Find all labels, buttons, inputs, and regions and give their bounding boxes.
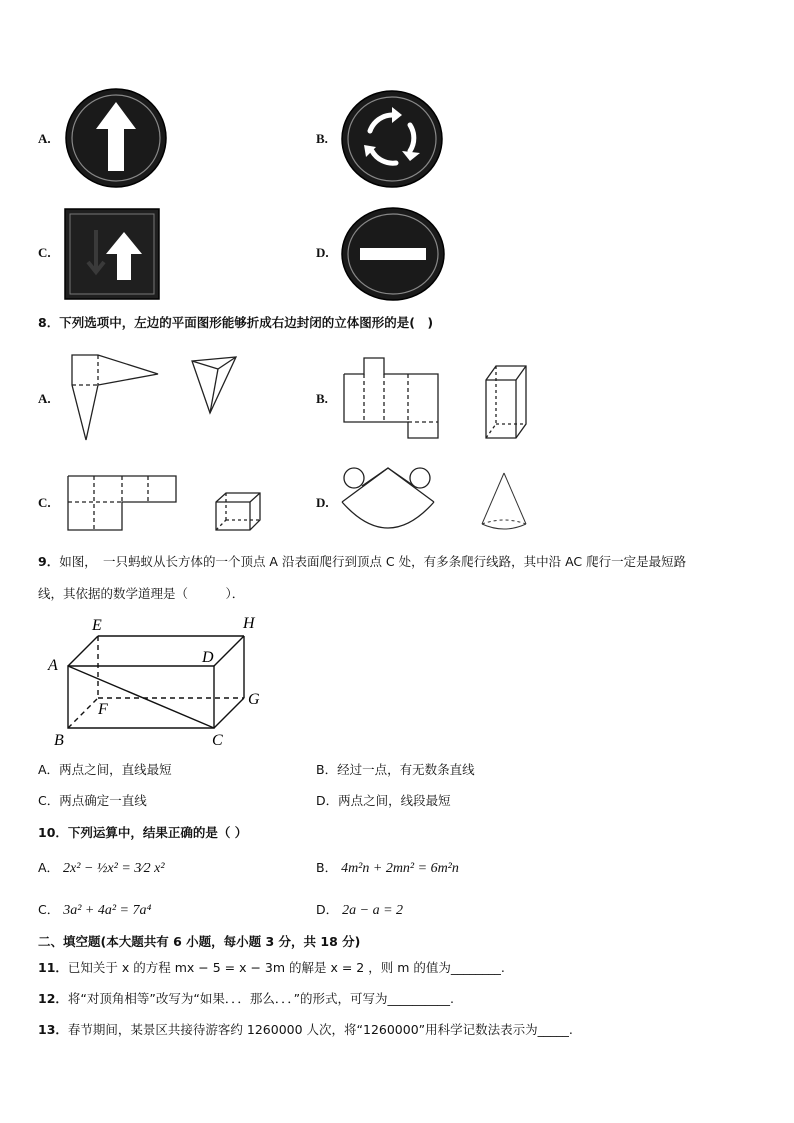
vertex-label-g: G [248, 691, 260, 708]
q8-option-a-label: A. [38, 391, 51, 406]
q8-option-c-label: C. [38, 495, 51, 510]
q9-option-b [316, 760, 475, 778]
q9-option-c-text: 两点确定一直线 [59, 793, 147, 808]
one-way-arrow-sign-icon [64, 208, 160, 300]
cuboid-figure [40, 608, 280, 750]
q9-option-a-text: 两点之间，直线最短 [59, 762, 172, 777]
q9-option-c-label: C． [38, 793, 60, 808]
vertex-label-e: E [92, 617, 102, 634]
q10-stem [38, 823, 247, 841]
q7-option-b-label: B. [316, 131, 328, 146]
q10-number: 10． [38, 825, 68, 840]
q10-option-a-expr: 2x² − ½x² = 3⁄2 x² [63, 861, 165, 876]
box-net-icon [340, 354, 444, 442]
pyramid-icon [188, 355, 240, 417]
straight-ahead-sign-icon [64, 87, 168, 189]
vertex-label-a: A [48, 657, 58, 674]
q8-stem [38, 313, 433, 331]
no-entry-sign-icon [340, 206, 446, 302]
vertex-label-b: B [54, 732, 64, 749]
q10-option-d [316, 900, 403, 919]
q11 [38, 958, 505, 976]
vertex-label-d: D [202, 649, 214, 666]
cube-net-icon [64, 472, 180, 534]
q7-option-a-label: A. [38, 131, 51, 146]
roundabout-sign-icon [340, 89, 444, 189]
q10-option-b [316, 858, 459, 877]
q9-option-a [38, 760, 172, 778]
cone-icon [478, 470, 530, 534]
q10-option-d-expr: 2a − a = 2 [342, 903, 404, 918]
q9-option-d-label: D． [316, 793, 339, 808]
vertex-label-f: F [98, 701, 108, 718]
q9-stem-line1 [38, 552, 686, 570]
q12 [38, 989, 454, 1007]
q10-text: 下列运算中，结果正确的是（ ） [67, 825, 248, 840]
q10-option-b-label: B． [316, 860, 338, 875]
q8-number: 8． [38, 315, 60, 330]
q10-option-b-expr: 4m²n + 2mn² = 6m²n [341, 861, 459, 876]
q10-option-c-expr: 3a² + 4a² = 7a⁴ [63, 903, 152, 918]
q9-text-line2: 线，其依据的数学道理是（ ）． [38, 586, 245, 601]
q9-option-b-label: B． [316, 762, 338, 777]
q9-number: 9． [38, 554, 60, 569]
q10-option-a [38, 858, 165, 877]
q9-option-b-text: 经过一点，有无数条直线 [337, 762, 475, 777]
section2-title: 二、填空题(本大题共有 6 小题，每小题 3 分，共 18 分) [38, 934, 361, 949]
q12-text: 将“对顶角相等”改写为“如果．．．那么．．．”的形式，可写为__________. [67, 991, 455, 1006]
vertex-label-c: C [212, 732, 223, 749]
q10-option-c-label: C． [38, 902, 60, 917]
q10-option-a-label: A． [38, 860, 60, 875]
triangle-net-icon [64, 350, 164, 446]
q9-option-d-text: 两点之间，线段最短 [338, 793, 451, 808]
cuboid-icon [482, 362, 530, 442]
q7-option-c-label: C. [38, 245, 51, 260]
q11-text: 已知关于 x 的方程 mx − 5 = x − 3m 的解是 x = 2 ，则 m 的值为________. [67, 960, 505, 975]
q10-option-d-label: D． [316, 902, 339, 917]
q12-number: 12． [38, 991, 68, 1006]
q9-option-d [316, 791, 451, 809]
q8-option-b-label: B. [316, 391, 328, 406]
q11-number: 11． [38, 960, 68, 975]
q13 [38, 1020, 573, 1038]
q10-option-c [38, 900, 151, 919]
q8-text: 下列选项中，左边的平面图形能够折成右边封闭的立体图形的是( ) [59, 315, 434, 330]
q7-option-d-label: D. [316, 245, 329, 260]
vertex-label-h: H [243, 615, 255, 632]
q9-option-c [38, 791, 147, 809]
q13-text: 春节期间，某景区共接待游客约 1260000 人次，将“1260000”用科学记数法表示为_____. [67, 1022, 573, 1037]
q9-text-line1: 如图， 一只蚂蚁从长方体的一个顶点 A 沿表面爬行到顶点 C 处，有多条爬行线路，其中沿 AC 爬行一定是最短路 [59, 554, 687, 569]
cone-net-icon [338, 464, 440, 536]
q8-option-d-label: D. [316, 495, 329, 510]
q9-option-a-label: A． [38, 762, 60, 777]
cube-icon [212, 490, 264, 534]
q13-number: 13． [38, 1022, 68, 1037]
